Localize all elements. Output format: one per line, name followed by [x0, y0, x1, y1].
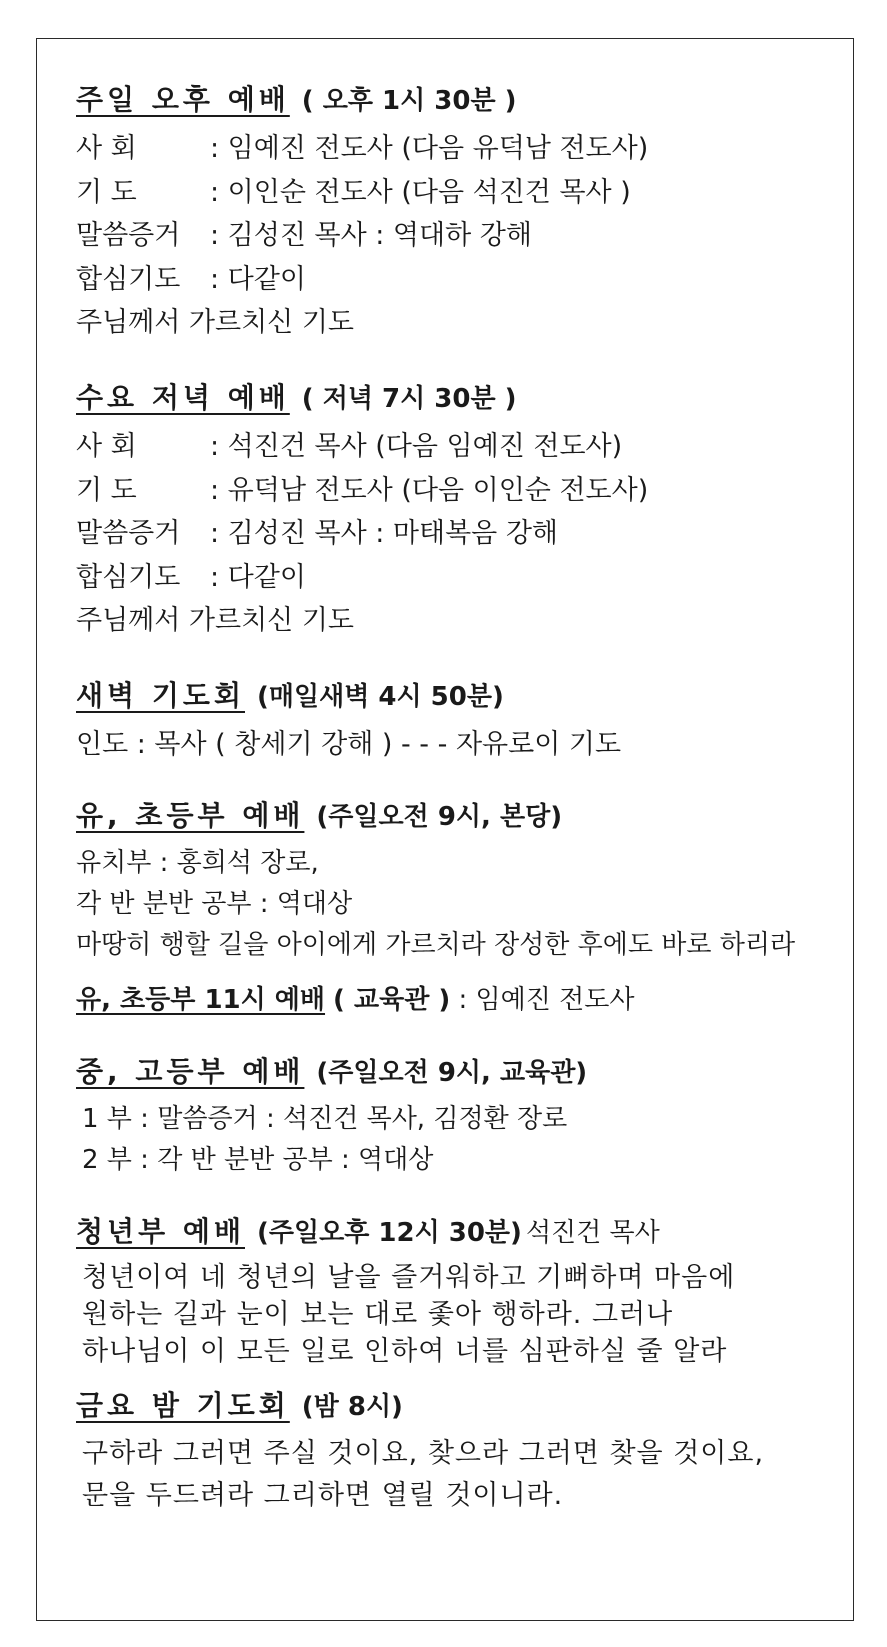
section-friday-prayer [76, 1386, 764, 1517]
row-prayer [76, 171, 648, 215]
row-prayer [76, 469, 648, 513]
section-heading [76, 80, 648, 121]
row-value: : 유덕남 전도사 (다음 이인순 전도사) [210, 474, 649, 506]
youth-line: 1 부 : 말씀증거 : 석진건 목사, 김정환 장로 [82, 1104, 568, 1134]
row-value: : 다같이 [210, 561, 306, 593]
section-kids [76, 796, 795, 1020]
row-presider [76, 127, 648, 171]
section-sunday-afternoon [76, 80, 648, 345]
section-title: 주일 오후 예배 [76, 83, 290, 116]
kids-sub-service [76, 980, 795, 1020]
section-title: 금요 밤 기도회 [76, 1389, 290, 1422]
section-young-adult [76, 1212, 735, 1370]
section-extra: 석진건 목사 [525, 1218, 660, 1248]
sub-title: 유, 초등부 11시 예배 [76, 985, 326, 1015]
row-label: 합심기도 [76, 561, 181, 593]
section-heading [76, 676, 621, 717]
kids-line: 마땅히 행할 길을 아이에게 가르치라 장성한 후에도 바로 하리라 [76, 930, 796, 960]
verse-line: 하나님이 이 모든 일로 인하여 너를 심판하실 줄 알라 [82, 1336, 728, 1367]
row-label: 기 도 [76, 176, 137, 208]
row-presider [76, 425, 648, 469]
section-youth [76, 1052, 587, 1181]
section-time: ( 오후 1시 30분 ) [301, 86, 517, 116]
section-title: 새벽 기도회 [76, 679, 245, 712]
sub-rest: : 임예진 전도사 [458, 985, 635, 1015]
row-value: : 이인순 전도사 (다음 석진건 목사 ) [210, 176, 631, 208]
row-joint-prayer [76, 258, 648, 302]
section-heading [76, 1052, 587, 1093]
dawn-line: 인도 : 목사 ( 창세기 강해 ) - - - 자유로이 기도 [76, 729, 622, 760]
section-heading [76, 1386, 764, 1427]
row-label: 합심기도 [76, 263, 181, 295]
row-value: : 임예진 전도사 (다음 유덕남 전도사) [210, 133, 649, 164]
section-heading [76, 378, 648, 419]
row-value: : 김성진 목사 : 마태복음 강해 [210, 518, 559, 549]
verse-line: 청년이여 네 청년의 날을 즐거워하고 기뻐하며 마음에 [82, 1262, 736, 1293]
sub-place: ( 교육관 ) [333, 985, 451, 1015]
section-title: 유, 초등부 예배 [76, 799, 305, 832]
section-time: ( 저녁 7시 30분 ) [301, 384, 517, 414]
verse-line: 원하는 길과 눈이 보는 대로 좇아 행하라. 그러나 [82, 1299, 674, 1330]
row-sermon [76, 512, 648, 556]
kids-line: 각 반 분반 공부 : 역대상 [76, 889, 353, 919]
section-wednesday-evening [76, 378, 648, 643]
youth-line: 2 부 : 각 반 분반 공부 : 역대상 [82, 1145, 434, 1175]
section-title: 중, 고등부 예배 [76, 1055, 305, 1088]
row-label: 사 회 [76, 133, 137, 164]
row-value: : 석진건 목사 (다음 임예진 전도사) [210, 431, 623, 462]
row-label: 기 도 [76, 474, 137, 506]
closing-prayer: 주님께서 가르치신 기도 [76, 307, 354, 338]
section-time: (주일오후 12시 30분) [257, 1218, 522, 1248]
section-title: 수요 저녁 예배 [76, 381, 290, 414]
section-heading [76, 1212, 735, 1253]
section-time: (주일오전 9시, 본당) [316, 802, 563, 832]
verse-line: 문을 두드려라 그리하면 열릴 것이니라. [82, 1480, 564, 1511]
row-label: 말씀증거 [76, 518, 181, 549]
section-heading [76, 796, 795, 837]
section-title: 청년부 예배 [76, 1215, 245, 1248]
row-value: : 다같이 [210, 263, 306, 295]
section-time: (밤 8시) [301, 1392, 403, 1422]
section-time: (주일오전 9시, 교육관) [316, 1058, 588, 1088]
closing-prayer: 주님께서 가르치신 기도 [76, 605, 354, 636]
row-sermon [76, 214, 648, 258]
section-dawn-prayer [76, 676, 621, 767]
row-value: : 김성진 목사 : 역대하 강해 [210, 220, 532, 251]
row-label: 말씀증거 [76, 220, 181, 251]
row-joint-prayer [76, 556, 648, 600]
verse-line: 구하라 그러면 주실 것이요, 찾으라 그러면 찾을 것이요, [82, 1438, 765, 1469]
kids-line: 유치부 : 홍희석 장로, [76, 848, 319, 878]
row-label: 사 회 [76, 431, 137, 462]
section-time: (매일새벽 4시 50분) [257, 682, 504, 712]
